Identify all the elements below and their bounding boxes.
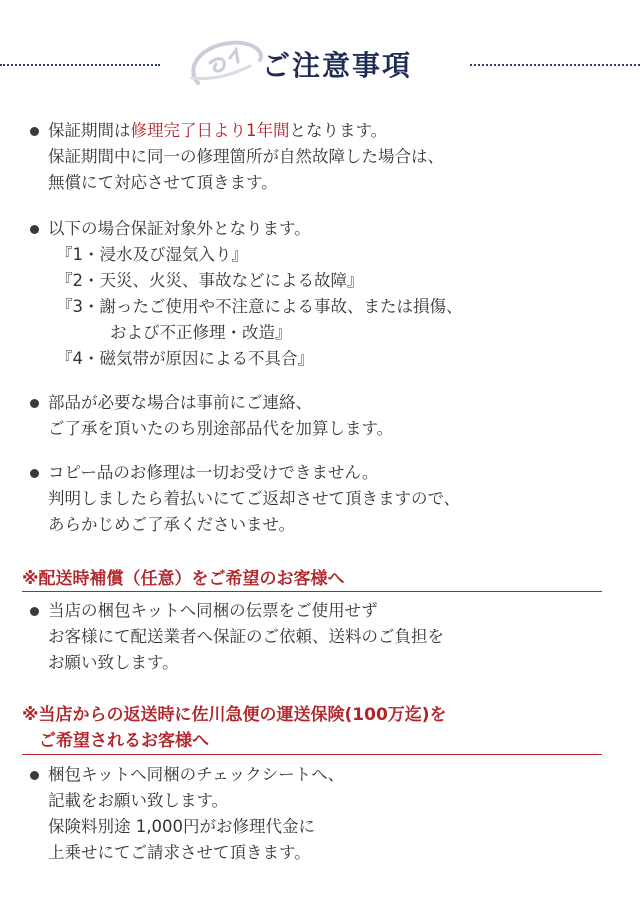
notice-line: コピー品のお修理は一切お受けできません。	[48, 463, 379, 482]
notice-line: 当店の梱包キットへ同梱の伝票をご使用せず	[48, 601, 378, 620]
notice-line: 判明しましたら着払いにてご返却させて頂きますので、	[48, 489, 461, 508]
bullet-icon	[30, 607, 39, 616]
exclusion-line: および不正修理・改造』	[110, 323, 292, 342]
notice-line: お願い致します。	[48, 653, 179, 672]
notice-line: 保険料別途 1,000円がお修理代金に	[48, 817, 315, 836]
notice-line: あらかじめご了承くださいませ。	[48, 515, 296, 534]
bullet-icon	[30, 399, 39, 408]
notice-line: 梱包キットへ同梱のチェックシートへ、	[48, 765, 345, 784]
dotted-divider-right	[470, 64, 640, 66]
notice-line	[48, 118, 387, 144]
exclusion-line: 『1・浸水及び湿気入り』	[56, 245, 248, 264]
exclusion-line: 『4・磁気帯が原因による不具合』	[56, 349, 314, 368]
notice-line: 以下の場合保証対象外となります。	[48, 219, 311, 238]
section-heading-return-insurance: ※当店からの返送時に佐川急便の運送保険(100万迄)を	[22, 705, 447, 725]
page-title: ご注意事項	[262, 49, 413, 82]
section-heading-shipping-insurance: ※配送時補償（任意）をご希望のお客様へ	[22, 569, 345, 589]
notice-line: ご了承を頂いたのち別途部品代を加算します。	[48, 419, 394, 438]
bullet-icon	[30, 771, 39, 780]
highlight-segment: 修理完了日より1年間	[130, 121, 290, 140]
bullet-icon	[30, 127, 39, 136]
header	[0, 28, 640, 108]
bullet-icon	[30, 469, 39, 478]
exclusion-line: 『3・謝ったご使用や不注意による事故、または損傷、	[56, 297, 463, 316]
bullet-icon	[30, 225, 39, 234]
text-segment: 保証期間は	[48, 121, 131, 140]
text-segment: となります。	[289, 121, 388, 140]
notice-line: 保証期間中に同一の修理箇所が自然故障した場合は、	[48, 147, 444, 166]
notice-line: 無償にて対応させて頂きます。	[48, 173, 278, 192]
exclusion-line: 『2・天災、火災、事故などによる故障』	[56, 271, 364, 290]
notice-line: 上乗せにてご請求させて頂きます。	[48, 843, 311, 862]
section-rule	[22, 591, 602, 592]
notice-line: 記載をお願い致します。	[48, 791, 229, 810]
dotted-divider-left	[0, 64, 160, 66]
section-rule	[22, 754, 602, 755]
notice-line: お客様にて配送業者へ保証のご依頼、送料のご負担を	[48, 627, 444, 646]
section-heading-return-insurance-cont: ご希望されるお客様へ	[22, 731, 209, 751]
notice-line: 部品が必要な場合は事前にご連絡、	[48, 393, 312, 412]
